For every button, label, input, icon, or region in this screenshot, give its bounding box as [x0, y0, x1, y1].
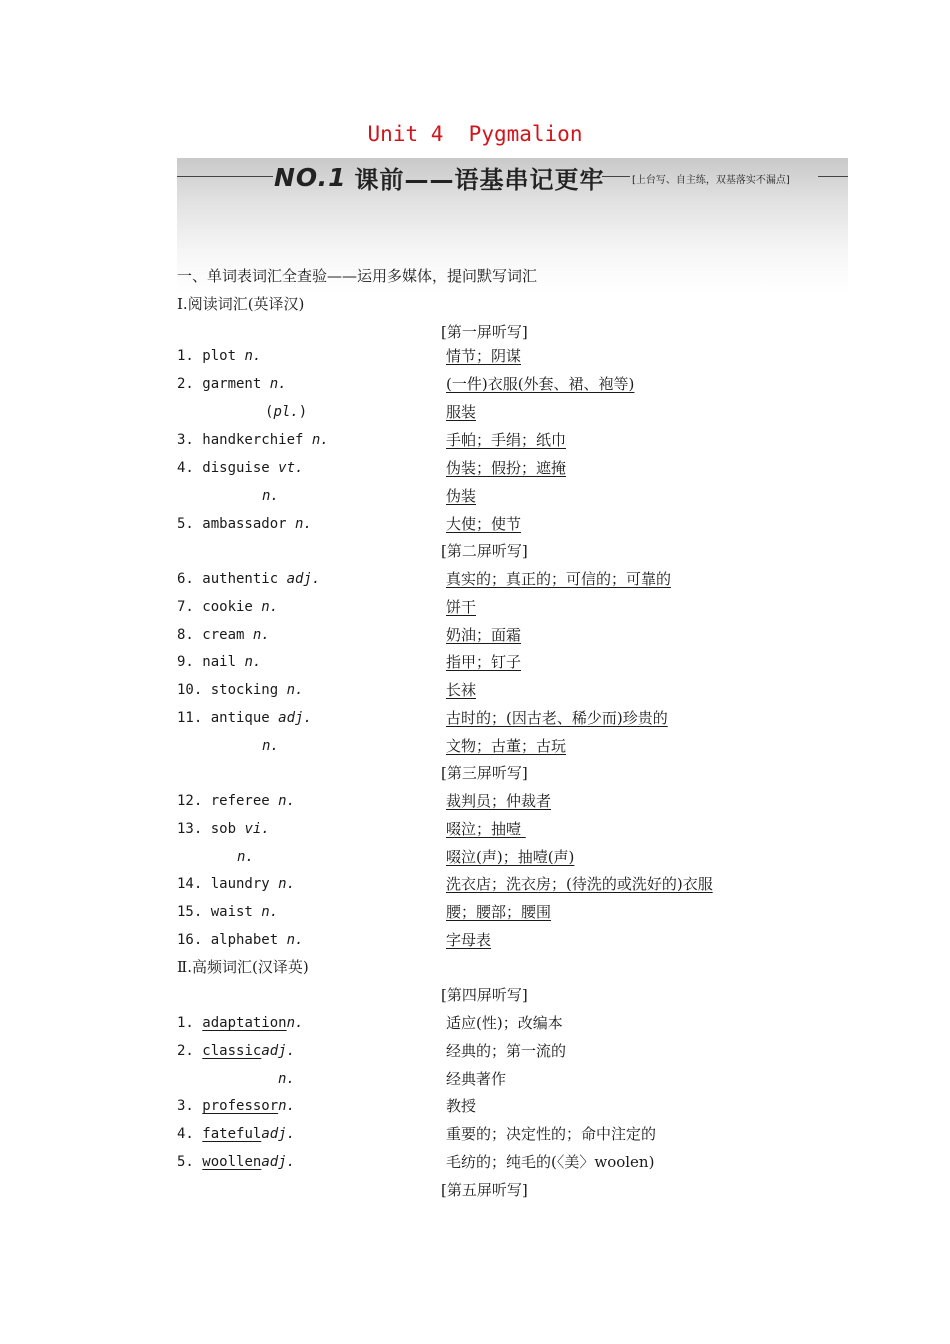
- vocab-word: 11. antique adj.: [177, 710, 312, 726]
- screen-label: [第一屏听写]: [441, 323, 528, 341]
- vocab-word: 4. disguise vt.: [177, 460, 304, 476]
- vocab-meaning: 经典的；第一流的: [446, 1042, 567, 1060]
- vocab-meaning: 啜泣(声)；抽噎(声): [446, 848, 575, 866]
- unit-title: Unit 4 Pygmalion: [367, 122, 583, 146]
- vocab-word: 6. authentic adj.: [177, 571, 321, 587]
- vocab-meaning: 伪装: [446, 487, 477, 505]
- vocab-meaning: 文物；古董；古玩: [446, 737, 567, 755]
- vocab-word: 2. classicadj.: [177, 1043, 296, 1059]
- vocab-word: 12. referee n.: [177, 793, 296, 809]
- vocab-word: 16. alphabet n.: [177, 932, 304, 948]
- vocab-word: (pl.): [265, 404, 308, 420]
- part2-heading: Ⅱ.高频词汇(汉译英): [177, 958, 309, 976]
- screen-label: [第三屏听写]: [441, 764, 528, 782]
- vocab-word: 1. adaptationn.: [177, 1015, 304, 1031]
- vocab-word: 15. waist n.: [177, 904, 279, 920]
- vocab-meaning: 指甲；钉子: [446, 653, 522, 671]
- vocab-meaning: 腰；腰部；腰围: [446, 903, 552, 921]
- vocab-meaning: 洗衣店；洗衣房；(待洗的或洗好的)衣服: [446, 875, 713, 893]
- banner-rule-right: [818, 176, 848, 177]
- vocab-word: 5. woollenadj.: [177, 1154, 296, 1170]
- vocab-word: 3. handkerchief n.: [177, 432, 329, 448]
- section-heading: 一、单词表词汇全查验——运用多媒体，提问默写词汇: [177, 267, 538, 285]
- vocab-word: 3. professorn.: [177, 1098, 296, 1114]
- vocab-meaning: 毛纺的；纯毛的(〈美〉woolen): [446, 1153, 655, 1171]
- vocab-meaning: 教授: [446, 1097, 477, 1115]
- banner-heading: [274, 160, 605, 194]
- vocab-meaning: 饼干: [446, 598, 477, 616]
- banner-rule-mid: [602, 176, 630, 177]
- vocab-meaning: 长袜: [446, 681, 477, 699]
- vocab-word: 4. fatefuladj.: [177, 1126, 296, 1142]
- screen-label: [第五屏听写]: [441, 1181, 528, 1199]
- vocab-word: n.: [278, 1071, 295, 1087]
- vocab-word: 10. stocking n.: [177, 682, 304, 698]
- vocab-meaning: (一件)衣服(外套、裙、袍等): [446, 375, 635, 393]
- vocab-word: n.: [262, 488, 279, 504]
- vocab-meaning: 重要的；决定性的；命中注定的: [446, 1125, 657, 1143]
- screen-label: [第四屏听写]: [441, 986, 528, 1004]
- vocab-word: 7. cookie n.: [177, 599, 279, 615]
- vocab-meaning: 真实的；真正的；可信的；可靠的: [446, 570, 672, 588]
- vocab-word: 1. plot n.: [177, 348, 262, 364]
- vocab-meaning: 服装: [446, 403, 477, 421]
- banner-no: NO.1: [274, 162, 347, 192]
- banner-rule-left: [177, 176, 273, 177]
- vocab-meaning: 经典著作: [446, 1070, 507, 1088]
- vocab-meaning: 手帕；手绢；纸巾: [446, 431, 567, 449]
- vocab-meaning: 情节；阴谋: [446, 347, 522, 365]
- vocab-meaning: 伪装；假扮；遮掩: [446, 459, 567, 477]
- vocab-word: 2. garment n.: [177, 376, 287, 392]
- vocab-word: 8. cream n.: [177, 627, 270, 643]
- screen-label: [第二屏听写]: [441, 542, 528, 560]
- vocab-meaning: 奶油；面霜: [446, 626, 522, 644]
- vocab-word: 13. sob vi.: [177, 821, 270, 837]
- vocab-meaning: 大使；使节: [446, 515, 522, 533]
- vocab-meaning: 裁判员；仲裁者: [446, 792, 552, 810]
- banner-heading-text: 课前——语基串记更牢: [354, 165, 605, 194]
- vocab-word: 14. laundry n.: [177, 876, 296, 892]
- banner-note: [上台写、自主练，双基落实不漏点]: [632, 175, 790, 186]
- vocab-word: n.: [237, 849, 254, 865]
- vocab-word: 9. nail n.: [177, 654, 262, 670]
- vocab-meaning: 古时的；(因古老、稀少而)珍贵的: [446, 709, 668, 727]
- vocab-meaning: 啜泣；抽噎: [446, 820, 526, 838]
- vocab-word: n.: [262, 738, 279, 754]
- vocab-word: 5. ambassador n.: [177, 516, 312, 532]
- part1-heading: Ⅰ.阅读词汇(英译汉): [177, 295, 305, 313]
- vocab-meaning: 适应(性)；改编本: [446, 1014, 563, 1032]
- vocab-meaning: 字母表: [446, 931, 492, 949]
